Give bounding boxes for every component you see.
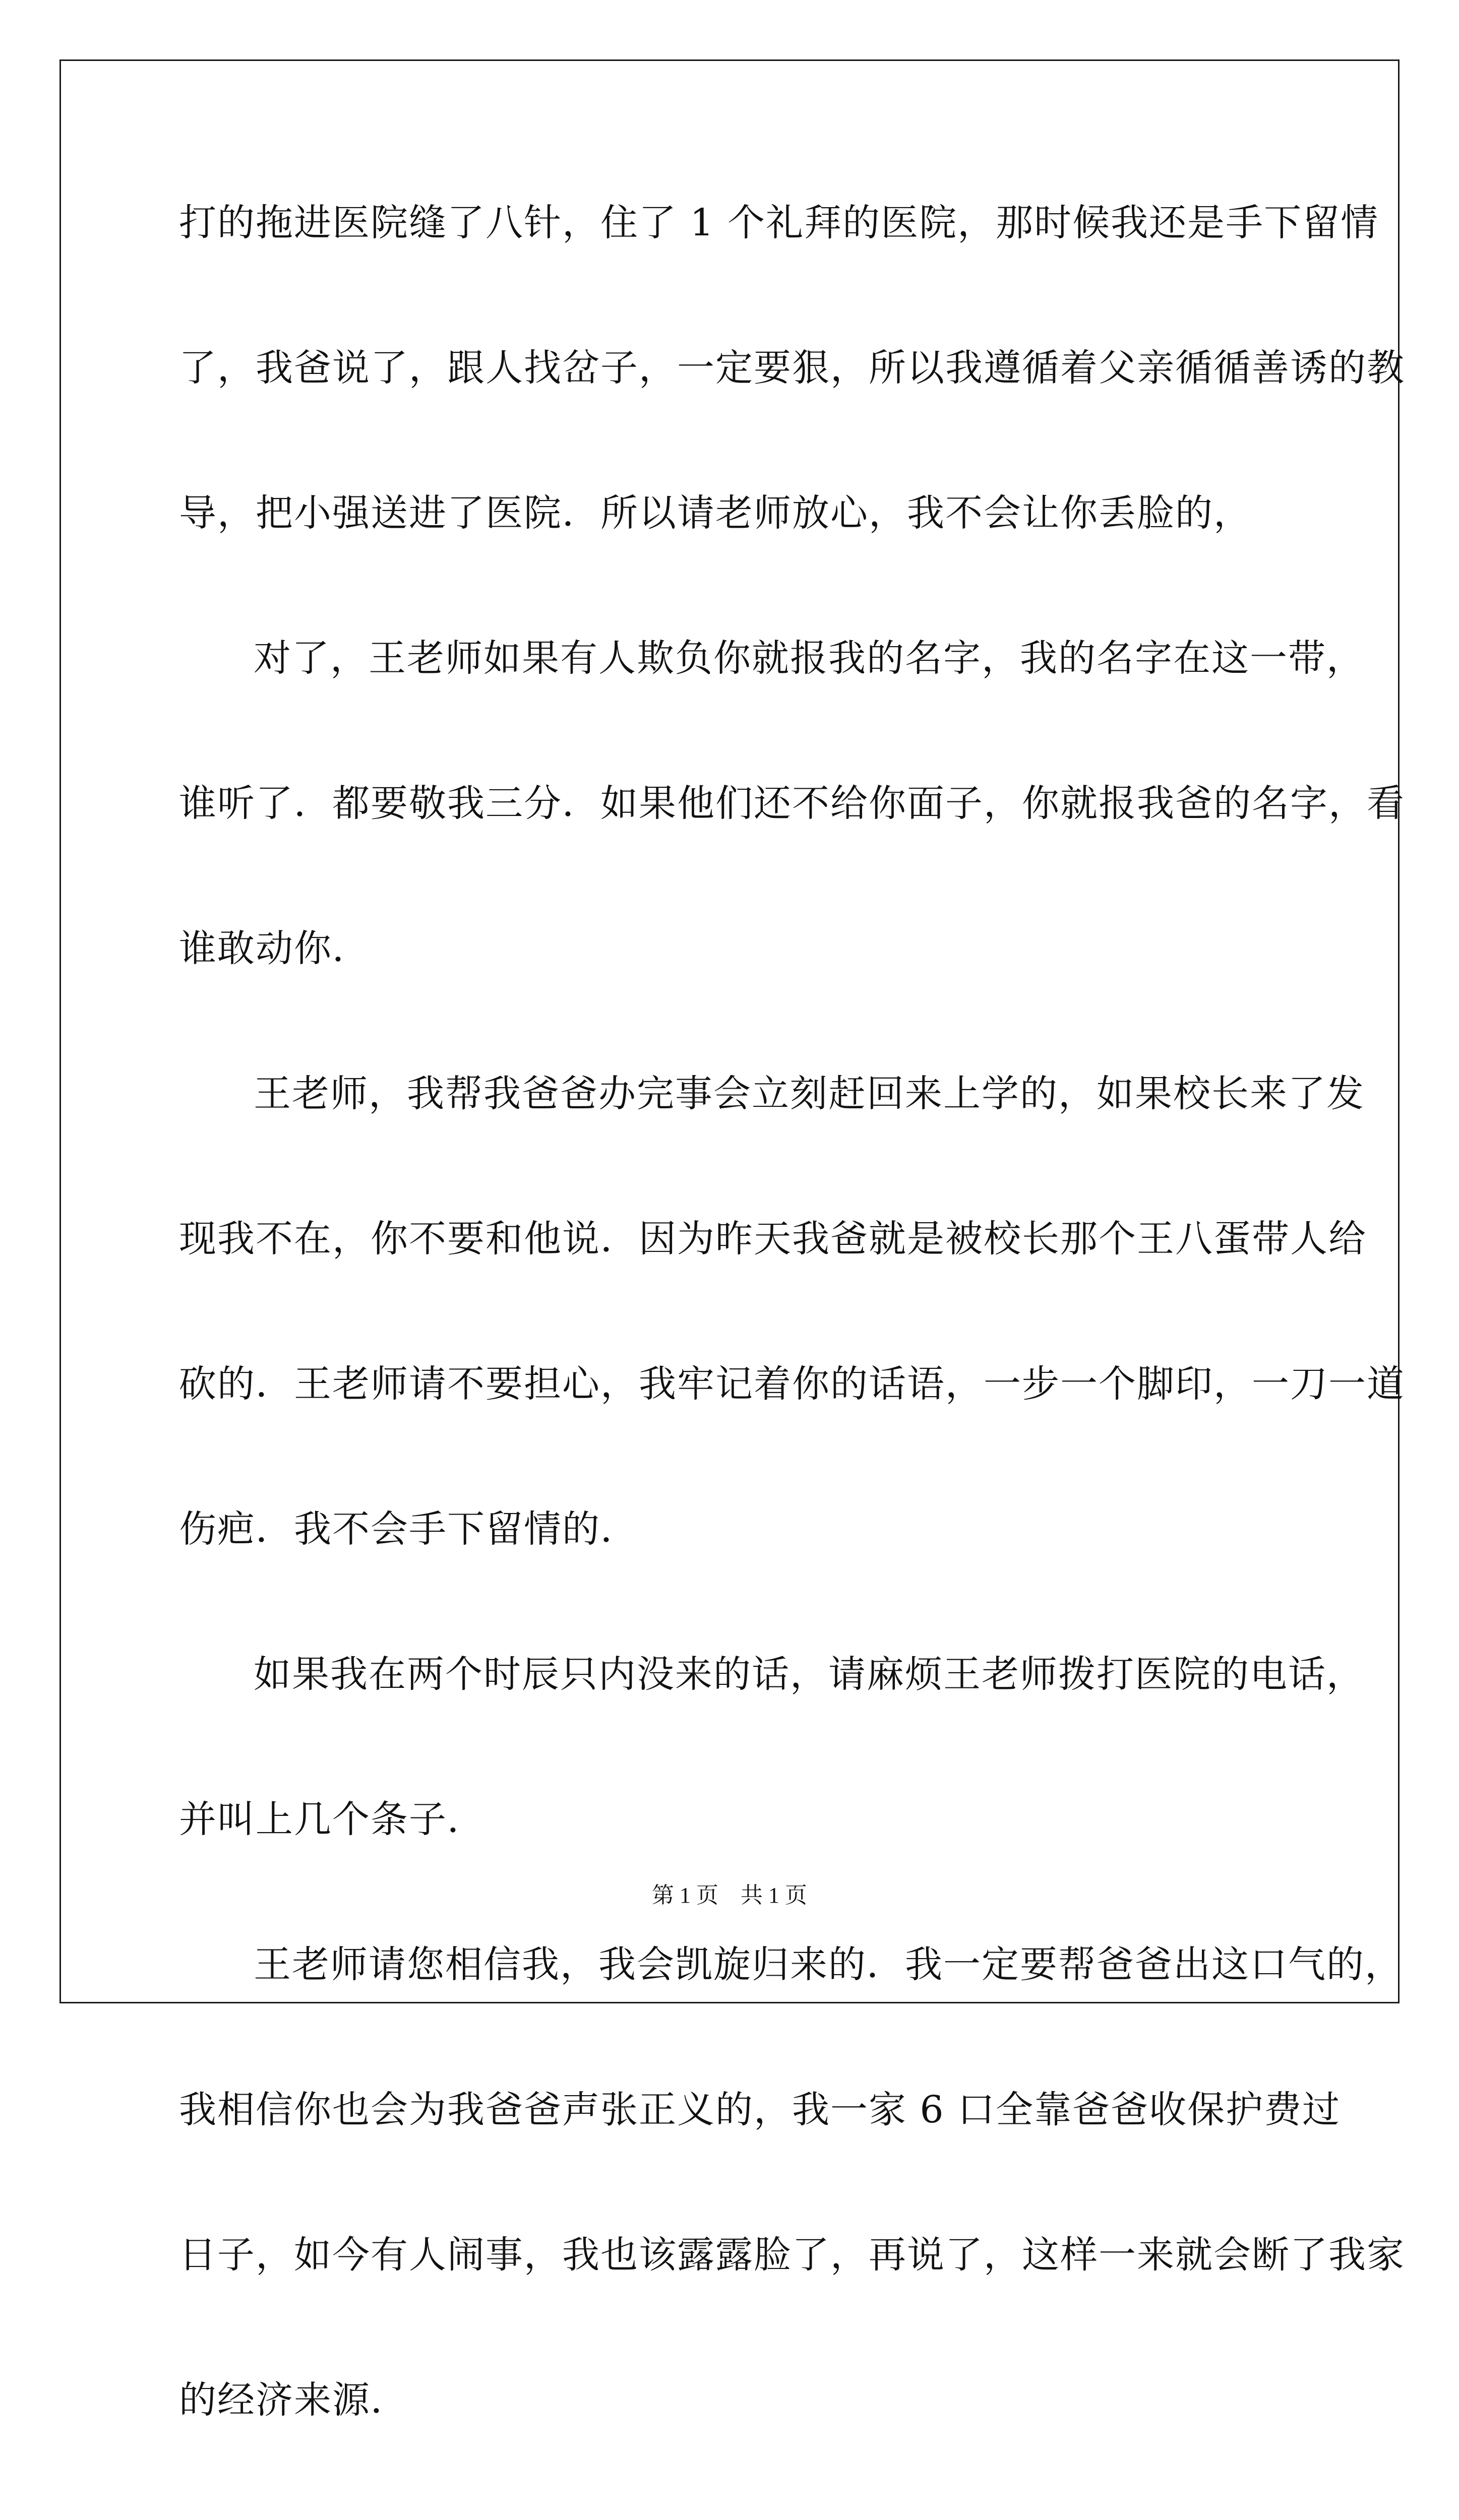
text-line-16: 的经济来源． xyxy=(179,2378,409,2422)
document-body xyxy=(179,193,1405,2520)
text-line-15: 日子，如今有人闹事，我也该露露脸了，再说了，这样一来就会断了我家 xyxy=(179,2233,1405,2277)
text-line-4: 对了，王老师如果有人欺负你就报我的名字，我的名字在这一带， xyxy=(254,637,1365,680)
text-line-12: 并叫上几个条子． xyxy=(179,1798,485,1841)
text-line-1: 打的拖进医院缝了八针，住了 1 个礼拜的医院，那时候我还是手下留情 xyxy=(179,201,1379,244)
text-line-5: 谁听了．都要敬我三分．如果他们还不给你面子，你就报我爸的名字，看 xyxy=(179,782,1405,825)
text-line-7: 王老师，我帮我爸爸办完事会立刻赶回来上学的，如果校长来了发 xyxy=(254,1072,1365,1115)
closing-line xyxy=(179,2515,1278,2520)
text-line-10: 伤疤．我不会手下留情的． xyxy=(179,1507,639,1551)
text-line-2: 了，我爸说了，跟人找岔子，一定要狠，所以我遵循着父亲循循善诱的教 xyxy=(179,346,1405,390)
text-line-14: 我相信你也会为我爸爸声张正义的，我一家 6 口全靠爸爸收保护费过 xyxy=(179,2088,1341,2131)
text-line-11: 如果我在两个时辰只内没来的话，请麻烦王老师拨打医院的电话， xyxy=(254,1653,1365,1696)
text-line-9: 砍的．王老师请不要担心，我牢记着你的话语，一步一个脚印，一刀一道 xyxy=(179,1362,1405,1406)
page-number-footer: 第 1 页 共 1 页 xyxy=(652,1883,807,1908)
text-line-6: 谁敢动你． xyxy=(179,927,371,970)
text-line-3: 导，把小强送进了医院．所以请老师放心，我不会让你丢脸的， xyxy=(179,491,1252,535)
text-line-8: 现我不在，你不要和他说．因为昨天我爸就是被校长那个王八蛋带人给 xyxy=(179,1217,1367,1261)
text-line-13: 王老师请您相信我，我会凯旋归来的．我一定要帮爸爸出这口气的， xyxy=(254,1943,1403,1986)
